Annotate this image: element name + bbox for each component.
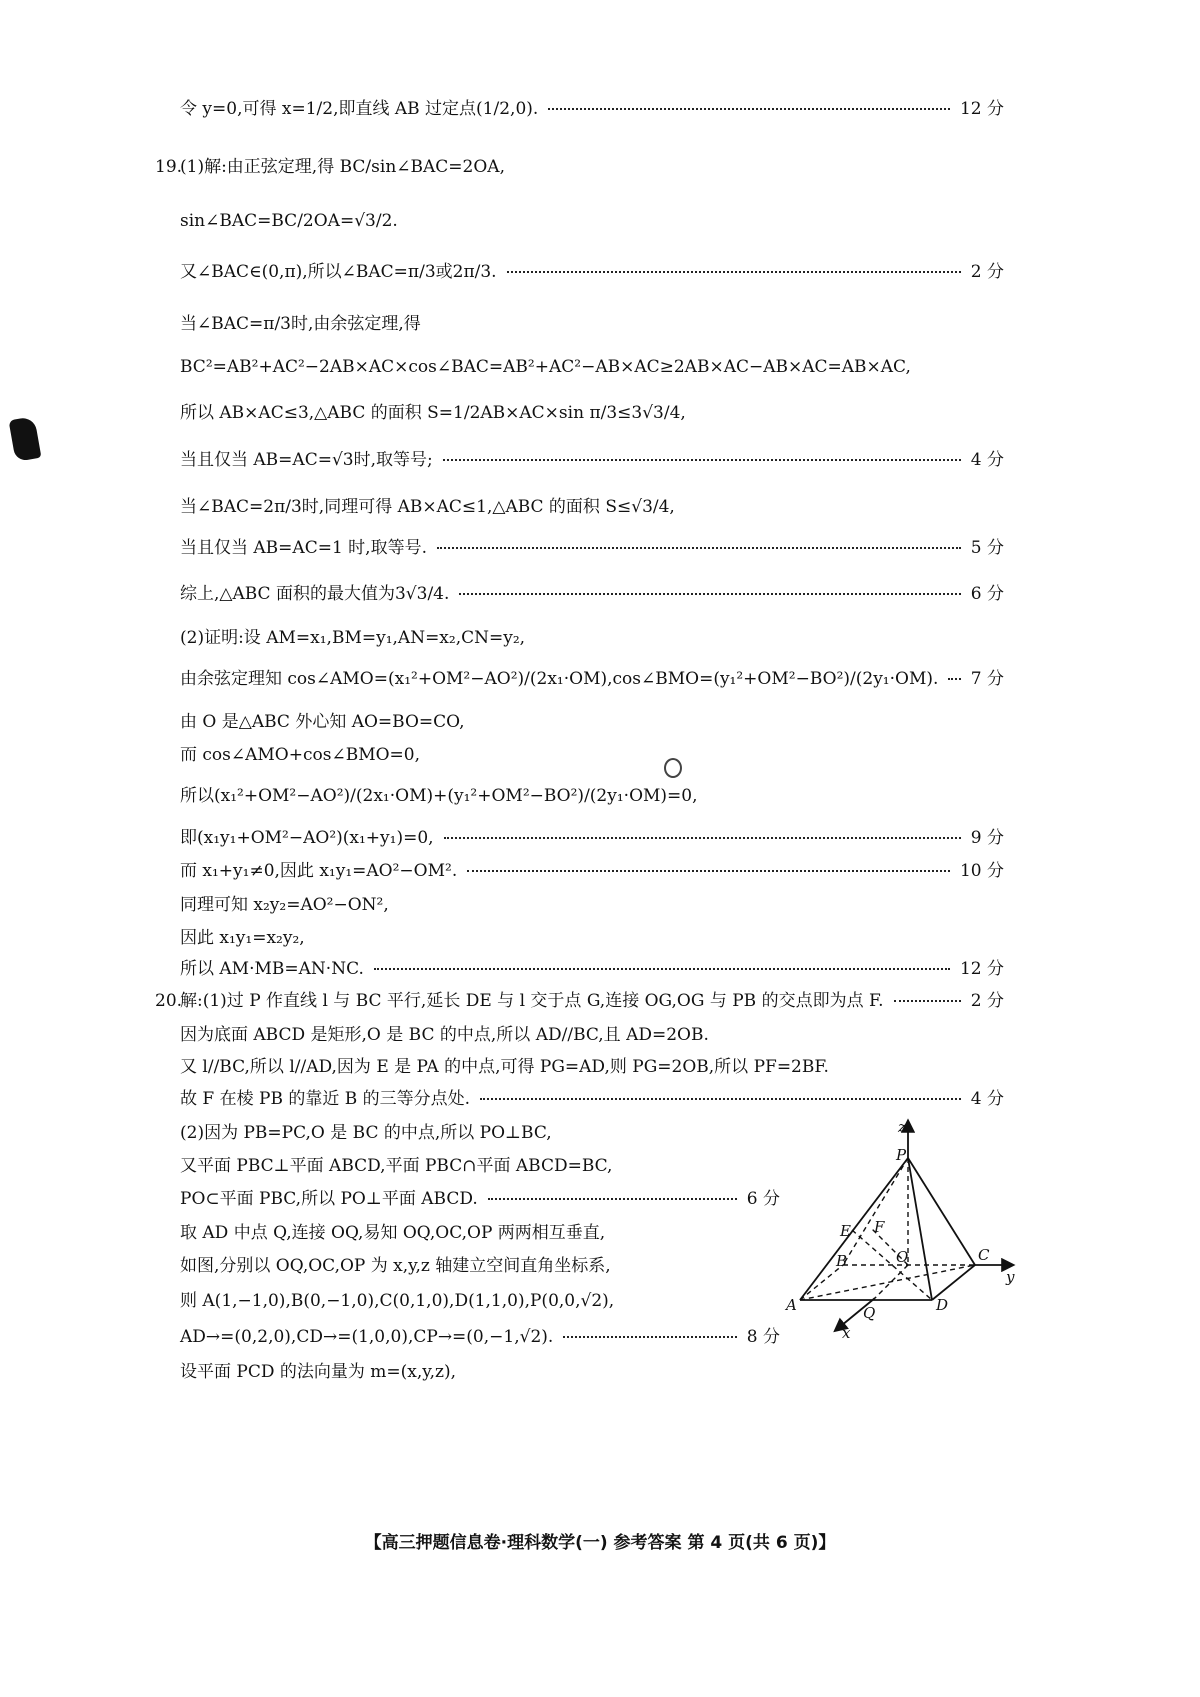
score-mark: 6 分 bbox=[746, 1189, 780, 1209]
line-text: 如图,分别以 OQ,OC,OP 为 x,y,z 轴建立空间直角坐标系, bbox=[180, 1256, 611, 1276]
line-text: 所以 AB×AC≤3,△ABC 的面积 S=1/2AB×AC×sin π/3≤3√3/4, bbox=[180, 403, 686, 423]
line-text: 所以 AM·MB=AN·NC. bbox=[180, 959, 364, 979]
line-text: 当且仅当 AB=AC=1 时,取等号. bbox=[180, 538, 427, 558]
line-text: 又平面 PBC⊥平面 ABCD,平面 PBC∩平面 ABCD=BC, bbox=[180, 1156, 613, 1176]
score-mark: 8 分 bbox=[746, 1327, 780, 1347]
line-text: (1)解:由正弦定理,得 BC/sin∠BAC=2OA, bbox=[180, 157, 505, 177]
score-mark: 12 分 bbox=[959, 99, 1004, 119]
line-text: 取 AD 中点 Q,连接 OQ,易知 OQ,OC,OP 两两相互垂直, bbox=[180, 1223, 606, 1243]
label-B: B bbox=[836, 1252, 848, 1270]
line-text: 令 y=0,可得 x=1/2,即直线 AB 过定点(1/2,0). bbox=[180, 99, 539, 119]
line-text: 由余弦定理知 cos∠AMO=(x₁²+OM²−AO²)/(2x₁·OM),cos∠BMO=(y₁²+OM²−BO²)/(2y₁·OM). bbox=[180, 669, 939, 689]
score-mark: 2 分 bbox=[970, 262, 1004, 282]
line-text: 设平面 PCD 的法向量为 m=(x,y,z), bbox=[180, 1362, 457, 1382]
line-text: BC²=AB²+AC²−2AB×AC×cos∠BAC=AB²+AC²−AB×AC≥2AB×AC−AB×AC=AB×AC, bbox=[180, 357, 911, 377]
line-text: (2)证明:设 AM=x₁,BM=y₁,AN=x₂,CN=y₂, bbox=[180, 628, 526, 648]
score-mark: 4 分 bbox=[970, 1089, 1004, 1109]
line-text: 当且仅当 AB=AC=√3时,取等号; bbox=[180, 450, 433, 470]
score-mark: 7 分 bbox=[970, 669, 1004, 689]
label-E: E bbox=[840, 1222, 851, 1240]
label-C: C bbox=[978, 1246, 990, 1264]
line-text: 故 F 在棱 PB 的靠近 B 的三等分点处. bbox=[180, 1089, 471, 1109]
edge-PD bbox=[908, 1158, 932, 1300]
label-F: F bbox=[874, 1218, 885, 1236]
label-P: P bbox=[896, 1146, 907, 1164]
question-number-19: 19. bbox=[155, 157, 183, 177]
line-text: 同理可知 x₂y₂=AO²−ON², bbox=[180, 895, 389, 915]
line-text: 所以(x₁²+OM²−AO²)/(2x₁·OM)+(y₁²+OM²−BO²)/(2y₁·OM)=0, bbox=[180, 786, 698, 806]
line-text: (2)因为 PB=PC,O 是 BC 的中点,所以 PO⊥BC, bbox=[180, 1123, 552, 1143]
score-mark: 2 分 bbox=[970, 991, 1004, 1011]
line-text: 因为底面 ABCD 是矩形,O 是 BC 的中点,所以 AD//BC,且 AD=2OB. bbox=[180, 1025, 709, 1045]
line-text: 又 l//BC,所以 l//AD,因为 E 是 PA 的中点,可得 PG=AD,则 PG=2OB,所以 PF=2BF. bbox=[180, 1057, 829, 1077]
score-mark: 12 分 bbox=[959, 959, 1004, 979]
line-text: 而 x₁+y₁≠0,因此 x₁y₁=AO²−OM². bbox=[180, 861, 458, 881]
score-mark: 6 分 bbox=[970, 584, 1004, 604]
page-footer: 【高三押题信息卷·理科数学(一) 参考答案 第 4 页(共 6 页)】 bbox=[364, 1533, 836, 1553]
edge-PC bbox=[908, 1158, 975, 1265]
score-mark: 9 分 bbox=[970, 828, 1004, 848]
line-text: 解:(1)过 P 作直线 l 与 BC 平行,延长 DE 与 l 交于点 G,连接 OG,OG 与 PB 的交点即为点 F. bbox=[180, 991, 884, 1011]
line-text: 由 O 是△ABC 外心知 AO=BO=CO, bbox=[180, 712, 465, 732]
edge-AC bbox=[800, 1265, 975, 1300]
label-y: y bbox=[1006, 1268, 1015, 1286]
line-text: 因此 x₁y₁=x₂y₂, bbox=[180, 928, 305, 948]
score-mark: 5 分 bbox=[970, 538, 1004, 558]
line-text: sin∠BAC=BC/2OA=√3/2. bbox=[180, 211, 398, 231]
line-text: PO⊂平面 PBC,所以 PO⊥平面 ABCD. bbox=[180, 1189, 478, 1209]
line-text: 又∠BAC∈(0,π),所以∠BAC=π/3或2π/3. bbox=[180, 262, 497, 282]
label-Q: Q bbox=[863, 1304, 876, 1322]
line-text: 综上,△ABC 面积的最大值为3√3/4. bbox=[180, 584, 450, 604]
question-number-20: 20. bbox=[155, 991, 183, 1011]
label-O: O bbox=[896, 1248, 909, 1266]
score-mark: 10 分 bbox=[959, 861, 1004, 881]
line-text: 而 cos∠AMO+cos∠BMO=0, bbox=[180, 745, 421, 765]
line-text: 当∠BAC=2π/3时,同理可得 AB×AC≤1,△ABC 的面积 S≤√3/4, bbox=[180, 497, 675, 517]
label-A: A bbox=[786, 1296, 797, 1314]
label-x: x bbox=[842, 1324, 851, 1342]
line-text: AD→=(0,2,0),CD→=(1,0,0),CP→=(0,−1,√2). bbox=[180, 1327, 554, 1347]
line-text: 则 A(1,−1,0),B(0,−1,0),C(0,1,0),D(1,1,0),P(0,0,√2), bbox=[180, 1291, 615, 1311]
line-text: 即(x₁y₁+OM²−AO²)(x₁+y₁)=0, bbox=[180, 828, 434, 848]
edge-DC bbox=[932, 1265, 975, 1300]
label-D: D bbox=[936, 1296, 949, 1314]
score-mark: 4 分 bbox=[970, 450, 1004, 470]
edge-PA bbox=[800, 1158, 908, 1300]
line-text: 当∠BAC=π/3时,由余弦定理,得 bbox=[180, 314, 421, 334]
label-z: z bbox=[898, 1118, 906, 1136]
